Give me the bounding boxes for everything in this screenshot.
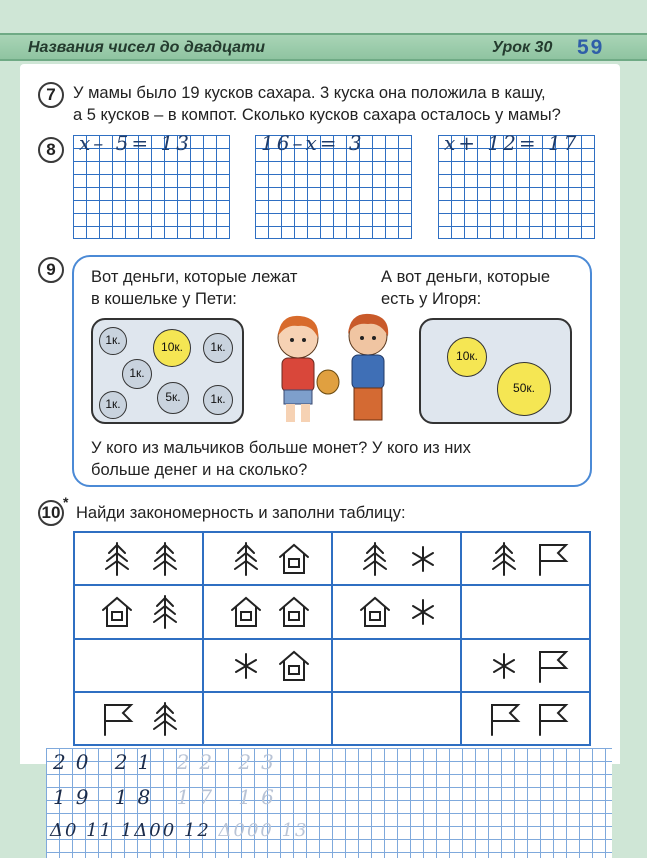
pattern-cell (461, 639, 590, 692)
writing-row-1-ink: 20 21 (53, 750, 161, 774)
flag-icon (532, 699, 572, 739)
tree-icon (226, 539, 266, 579)
pattern-symbol (484, 699, 524, 739)
pattern-cell (74, 692, 203, 745)
lesson-label: Урок 30 (492, 39, 553, 56)
page-header (0, 33, 647, 61)
equation-3: x+ 12= 17 (444, 131, 580, 155)
task-9-left-line2: в кошельке у Пети: (91, 290, 237, 308)
pattern-symbol (226, 592, 266, 632)
equation-grid-3[interactable] (438, 131, 595, 239)
boys-illustration (268, 310, 398, 428)
writing-row-2-faint: 17 16 (176, 785, 284, 809)
pattern-cell (203, 585, 332, 638)
writing-row-1-faint: 22 23 (176, 750, 284, 774)
pattern-cell-content (333, 586, 460, 637)
task-9-right-line2: есть у Игоря: (381, 290, 482, 308)
writing-row-1 (53, 750, 284, 774)
pattern-row (74, 639, 590, 692)
flag-icon (97, 699, 137, 739)
pattern-cell-content (333, 533, 460, 584)
coin-1k: 1к. (203, 333, 233, 363)
task-10-star: * (63, 494, 69, 510)
pattern-symbol (97, 699, 137, 739)
pattern-row (74, 532, 590, 585)
coin-10k: 10к. (447, 337, 487, 377)
petya-wallet (91, 318, 244, 424)
pattern-cell-content (462, 586, 589, 637)
pattern-cell (461, 692, 590, 745)
pattern-symbol (403, 539, 443, 579)
house-icon (274, 592, 314, 632)
pattern-symbol (274, 539, 314, 579)
house-icon (274, 646, 314, 686)
equation-2: 16–x= 3 (261, 131, 365, 155)
pattern-cell-content (462, 693, 589, 744)
task-8-number: 8 (38, 137, 64, 163)
tree-icon (97, 539, 137, 579)
pattern-cell-content (204, 640, 331, 691)
pattern-table (73, 531, 591, 746)
snowflake-icon (403, 539, 443, 579)
coin-1k: 1к. (203, 385, 233, 415)
pattern-cell[interactable] (203, 692, 332, 745)
snowflake-icon (226, 646, 266, 686)
equation-grid-1[interactable] (73, 131, 230, 239)
flag-icon (532, 646, 572, 686)
tree-icon (484, 539, 524, 579)
pattern-symbol (355, 592, 395, 632)
pattern-symbol (97, 539, 137, 579)
pattern-cell-content (204, 586, 331, 637)
pattern-symbol (226, 646, 266, 686)
pattern-cell[interactable] (74, 639, 203, 692)
pattern-symbol (145, 592, 185, 632)
task-7-text-line2: а 5 кусков – в компот. Сколько кусков сахара осталось у мамы? (73, 106, 561, 124)
pattern-row (74, 585, 590, 638)
pattern-symbol (274, 646, 314, 686)
writing-row-3 (50, 820, 309, 841)
pattern-symbol (532, 699, 572, 739)
writing-row-3-faint: Δ000 13 (218, 820, 309, 841)
petya-figure (278, 316, 339, 422)
pattern-cell (74, 585, 203, 638)
pattern-symbol (226, 539, 266, 579)
task-9-question-line1: У кого из мальчиков больше монет? У кого из них (91, 439, 471, 457)
page-number: 59 (577, 36, 605, 59)
pattern-cell-content (75, 533, 202, 584)
coin-1k: 1к. (99, 391, 127, 419)
coin-5k: 5к. (157, 382, 189, 414)
task-10-number: 10 (38, 500, 64, 526)
pattern-cell-content (75, 586, 202, 637)
pattern-row (74, 692, 590, 745)
house-icon (226, 592, 266, 632)
igor-wallet (419, 318, 572, 424)
tree-icon (145, 539, 185, 579)
pattern-cell-content (75, 640, 202, 691)
snowflake-icon (403, 592, 443, 632)
flag-icon (532, 539, 572, 579)
equation-1: x– 5= 13 (79, 131, 192, 155)
task-7-text-line1: У мамы было 19 кусков сахара. 3 куска она положила в кашу, (73, 84, 546, 102)
pattern-symbol (532, 539, 572, 579)
tree-icon (355, 539, 395, 579)
coin-1k: 1к. (99, 327, 127, 355)
pattern-symbol (145, 539, 185, 579)
task-9-number: 9 (38, 257, 64, 283)
pattern-symbol (484, 646, 524, 686)
pattern-cell (203, 532, 332, 585)
flag-icon (484, 699, 524, 739)
pattern-cell-content (75, 693, 202, 744)
house-icon (274, 539, 314, 579)
writing-row-3-ink: Δ0 11 1Δ00 12 (50, 820, 211, 841)
coin-50k: 50к. (497, 362, 551, 416)
house-icon (97, 592, 137, 632)
pattern-cell-content (333, 693, 460, 744)
task-7-number: 7 (38, 82, 64, 108)
topic-title: Названия чисел до двадцати (28, 39, 266, 56)
pattern-cell[interactable] (332, 639, 461, 692)
pattern-cell-content (204, 693, 331, 744)
pattern-symbol (97, 592, 137, 632)
pattern-cell (332, 532, 461, 585)
pattern-cell (332, 585, 461, 638)
coin-10k: 10к. (153, 329, 191, 367)
task-9-right-line1: А вот деньги, которые (381, 268, 551, 286)
pattern-cell-content (333, 640, 460, 691)
task-9-left-line1: Вот деньги, которые лежат (91, 268, 298, 286)
pattern-cell (203, 639, 332, 692)
snowflake-icon (484, 646, 524, 686)
pattern-cell[interactable] (332, 692, 461, 745)
pattern-cell (461, 532, 590, 585)
tree-icon (145, 699, 185, 739)
pattern-symbol (355, 539, 395, 579)
pattern-cell-content (204, 533, 331, 584)
writing-row-2 (53, 785, 284, 809)
equation-grid-2[interactable] (255, 131, 412, 239)
coin-1k: 1к. (122, 359, 152, 389)
tree-icon (145, 592, 185, 632)
pattern-symbol (403, 592, 443, 632)
pattern-symbol (274, 592, 314, 632)
pattern-cell-content (462, 533, 589, 584)
pattern-cell-content (462, 640, 589, 691)
pattern-symbol (145, 699, 185, 739)
writing-row-2-ink: 19 18 (53, 785, 161, 809)
pattern-cell (74, 532, 203, 585)
pattern-cell[interactable] (461, 585, 590, 638)
pattern-symbol (484, 539, 524, 579)
house-icon (355, 592, 395, 632)
pattern-symbol (532, 646, 572, 686)
igor-figure (348, 314, 388, 420)
task-10-text: Найди закономерность и заполни таблицу: (76, 504, 406, 522)
task-9-question-line2: больше денег и на сколько? (91, 461, 308, 479)
